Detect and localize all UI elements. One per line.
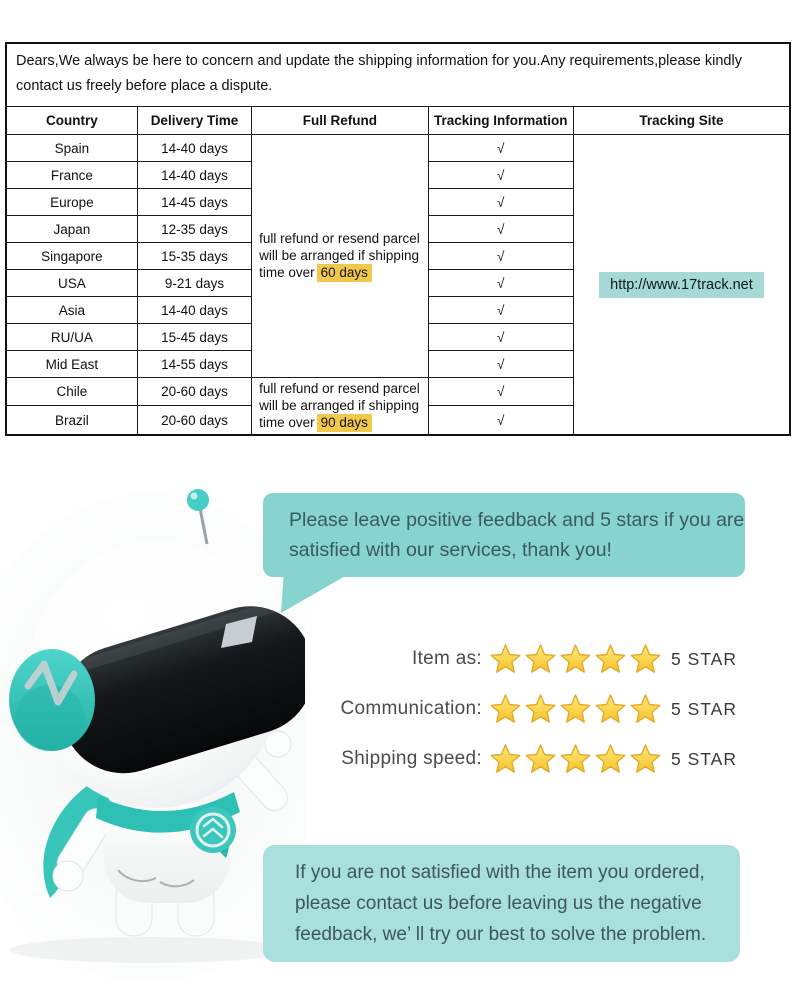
star-icon <box>559 743 592 775</box>
tracking-site-link[interactable]: http://www.17track.net <box>599 272 764 298</box>
col-header-tracking-information: Tracking Information <box>428 107 573 135</box>
col-header-full-refund: Full Refund <box>252 107 428 135</box>
star-icon <box>524 643 557 675</box>
ratings-section <box>336 642 736 792</box>
country-cell: France <box>6 162 137 189</box>
star-icon <box>629 693 662 725</box>
country-cell: USA <box>6 270 137 297</box>
country-cell: Mid East <box>6 351 137 378</box>
antenna-ball <box>187 489 209 511</box>
tracking-check-cell: √ <box>428 135 573 162</box>
tracking-check-cell: √ <box>428 270 573 297</box>
tracking-check-cell: √ <box>428 189 573 216</box>
refund-90-line-2: will be arranged if shipping <box>259 398 419 413</box>
tracking-site-cell <box>573 135 790 436</box>
tracking-check-cell: √ <box>428 351 573 378</box>
star-rating <box>489 743 662 775</box>
tracking-check-cell: √ <box>428 324 573 351</box>
col-header-country: Country <box>6 107 137 135</box>
star-icon <box>489 743 522 775</box>
star-icon <box>524 743 557 775</box>
rating-row-item-as <box>336 642 736 676</box>
tracking-check-cell: √ <box>428 297 573 324</box>
rating-row-communication <box>336 692 736 726</box>
speech-bubble-line-1: Please leave positive feedback and 5 stars if you are <box>289 509 745 531</box>
speech-bubble <box>263 493 745 577</box>
refund-policy-60-cell <box>252 135 428 378</box>
notice-line-2: please contact us before leaving us the negative <box>295 893 702 914</box>
shipping-table-section <box>5 42 791 436</box>
refund-90-highlight: 90 days <box>317 414 372 432</box>
rating-caption: 5 STAR <box>671 748 737 769</box>
delivery-cell: 14-40 days <box>137 297 251 324</box>
refund-60-line-3: time over <box>259 265 315 280</box>
refund-90-line-3: time over <box>259 415 315 430</box>
delivery-cell: 14-45 days <box>137 189 251 216</box>
robot-mascot-illustration <box>0 478 305 978</box>
earmuff-shading <box>15 685 85 751</box>
tracking-check-cell: √ <box>428 243 573 270</box>
speech-bubble-line-2: satisfied with our services, thank you! <box>289 539 612 561</box>
star-icon <box>594 743 627 775</box>
refund-60-highlight: 60 days <box>317 264 372 282</box>
star-icon <box>629 643 662 675</box>
star-icon <box>594 643 627 675</box>
tracking-check-cell: √ <box>428 378 573 406</box>
robot-left-hand <box>53 861 83 891</box>
delivery-cell: 9-21 days <box>137 270 251 297</box>
rating-label: Communication: <box>340 698 482 719</box>
star-icon <box>489 643 522 675</box>
country-cell: Japan <box>6 216 137 243</box>
star-rating <box>489 693 662 725</box>
refund-policy-90-cell <box>252 378 428 436</box>
star-icon <box>559 643 592 675</box>
refund-90-line-1: full refund or resend parcel <box>259 381 420 396</box>
country-cell: Asia <box>6 297 137 324</box>
robot-shadow <box>10 937 290 963</box>
rating-row-shipping-speed <box>336 742 736 776</box>
header-row <box>6 107 790 135</box>
notice-line-3: feedback, we’ ll try our best to solve the problem. <box>295 924 707 945</box>
rating-caption: 5 STAR <box>671 698 737 719</box>
shipping-table <box>5 42 791 436</box>
intro-line-1: Dears,We always be here to concern and update the shipping information for you.Any requirements,please kindly <box>16 53 742 69</box>
refund-60-line-2: will be arranged if shipping <box>259 248 419 263</box>
delivery-cell: 12-35 days <box>137 216 251 243</box>
country-cell: Chile <box>6 378 137 406</box>
delivery-cell: 14-55 days <box>137 351 251 378</box>
country-cell: RU/UA <box>6 324 137 351</box>
refund-60-line-1: full refund or resend parcel <box>259 231 420 246</box>
intro-row <box>6 43 790 107</box>
col-header-delivery-time: Delivery Time <box>137 107 251 135</box>
rating-label: Shipping speed: <box>341 748 482 769</box>
country-cell: Spain <box>6 135 137 162</box>
speech-bubble-tail <box>281 575 347 613</box>
star-rating <box>489 643 662 675</box>
delivery-cell: 14-40 days <box>137 162 251 189</box>
delivery-cell: 15-45 days <box>137 324 251 351</box>
dissatisfaction-notice <box>263 845 740 962</box>
col-header-tracking-site: Tracking Site <box>573 107 790 135</box>
star-icon <box>489 693 522 725</box>
delivery-cell: 15-35 days <box>137 243 251 270</box>
country-cell: Singapore <box>6 243 137 270</box>
notice-line-1: If you are not satisfied with the item you ordered, <box>295 862 705 883</box>
table-row <box>6 135 790 162</box>
country-cell: Europe <box>6 189 137 216</box>
intro-text-cell <box>6 43 790 107</box>
star-icon <box>524 693 557 725</box>
country-cell: Brazil <box>6 406 137 435</box>
tracking-check-cell: √ <box>428 162 573 189</box>
tracking-check-cell: √ <box>428 216 573 243</box>
rating-label: Item as: <box>412 648 482 669</box>
star-icon <box>629 743 662 775</box>
star-icon <box>594 693 627 725</box>
tracking-check-cell: √ <box>428 406 573 435</box>
intro-line-2: contact us freely before place a dispute. <box>16 78 273 94</box>
rating-caption: 5 STAR <box>671 648 737 669</box>
antenna-ball-highlight <box>191 493 198 500</box>
star-icon <box>559 693 592 725</box>
delivery-cell: 20-60 days <box>137 378 251 406</box>
delivery-cell: 20-60 days <box>137 406 251 435</box>
delivery-cell: 14-40 days <box>137 135 251 162</box>
